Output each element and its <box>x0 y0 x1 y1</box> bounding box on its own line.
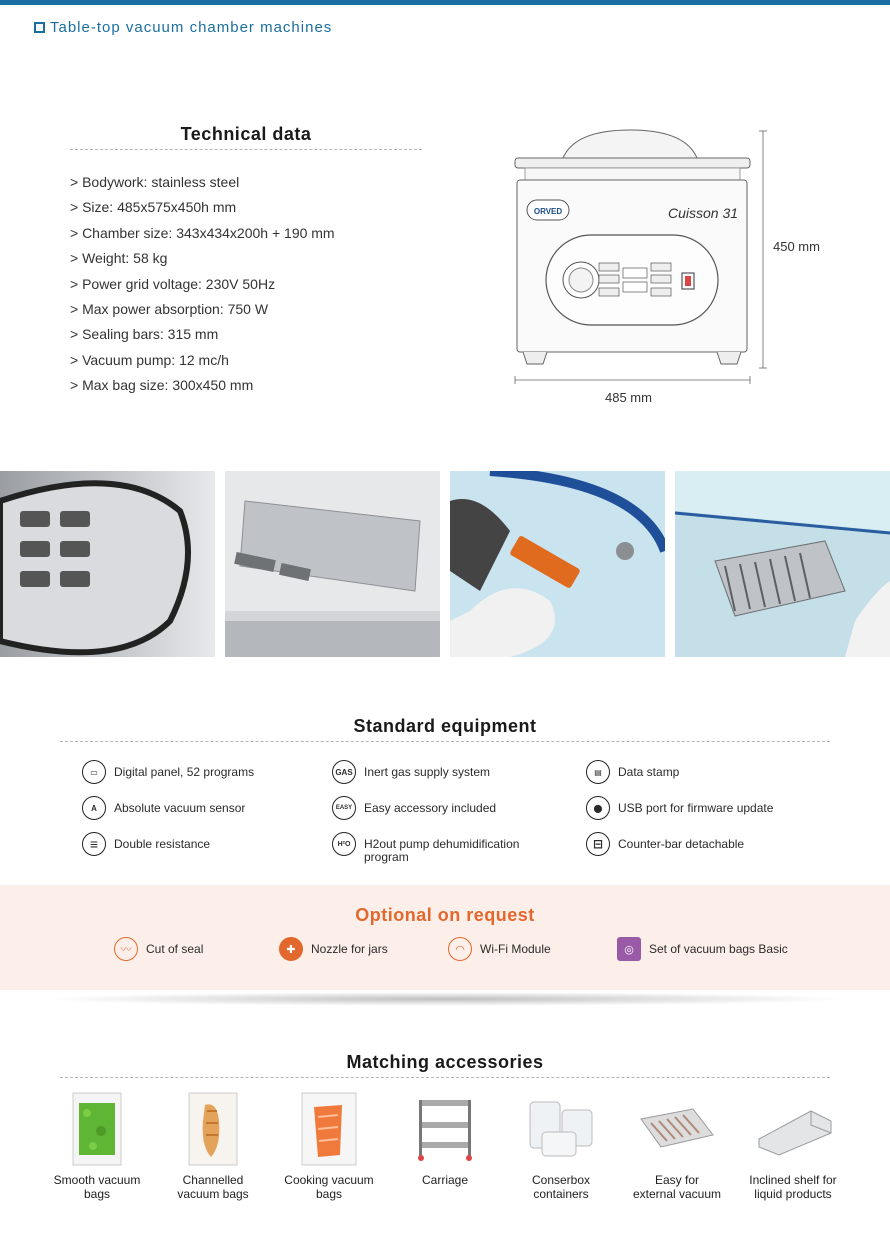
optional-item-label: Wi-Fi Module <box>480 942 551 956</box>
accessory-item <box>400 1090 490 1188</box>
accessory-label: Smooth vacuum bags <box>53 1173 141 1201</box>
square-bullet-icon <box>34 22 45 33</box>
optional-item <box>448 937 551 961</box>
optional-item <box>617 937 788 961</box>
standard-item-label: Inert gas supply system <box>364 765 491 779</box>
conserbox-image <box>516 1090 606 1168</box>
model-name: Cuisson 31 <box>667 205 739 221</box>
optional-item-label: Cut of seal <box>146 942 204 956</box>
dashed-divider <box>60 741 830 742</box>
spec-item: > Chamber size: 343x434x200h + 190 mm <box>70 224 335 241</box>
standard-item <box>82 796 245 820</box>
page-category-title: Table-top vacuum chamber machines <box>50 19 333 36</box>
accessory-item <box>748 1090 838 1201</box>
page-header <box>34 19 332 36</box>
spec-item: > Weight: 58 kg <box>70 250 168 267</box>
width-dimension-label: 485 mm <box>605 390 652 405</box>
standard-item <box>586 796 773 820</box>
machine-drawing <box>505 128 835 413</box>
cut-of-seal-icon: 〰 <box>114 937 138 961</box>
nozzle-icon: ✚ <box>279 937 303 961</box>
standard-item <box>332 796 496 820</box>
counter-bar-icon: ⊟ <box>586 832 610 856</box>
easy-icon: EASY <box>332 796 356 820</box>
dashed-divider <box>60 1077 830 1078</box>
section-shadow <box>40 992 850 1006</box>
accessory-item <box>168 1090 258 1201</box>
spec-item: > Bodywork: stainless steel <box>70 174 240 190</box>
optional-item <box>279 937 388 961</box>
spec-item: > Vacuum pump: 12 mc/h <box>70 351 229 368</box>
h2out-icon: H²O <box>332 832 356 856</box>
photo-strip <box>0 471 890 657</box>
technical-data-title: Technical data <box>180 124 312 144</box>
standard-item <box>82 832 210 856</box>
easy-external-image <box>632 1090 722 1168</box>
optional-item <box>114 937 203 961</box>
gas-icon: GAS <box>332 760 356 784</box>
photo-chamber <box>225 471 440 657</box>
standard-item-label: USB port for firmware update <box>618 801 774 815</box>
wifi-icon: ◠ <box>448 937 472 961</box>
cooking-bag-image <box>284 1090 374 1168</box>
spec-item: > Size: 485x575x450h mm <box>70 199 237 216</box>
standard-item-label: Easy accessory included <box>364 801 497 815</box>
standard-item-label: Digital panel, 52 programs <box>114 765 255 779</box>
height-dimension-label: 450 mm <box>773 239 820 254</box>
photo-control-panel <box>0 471 215 657</box>
standard-item-label: Counter-bar detachable <box>618 837 745 851</box>
optional-item-label: Set of vacuum bags Basic <box>649 942 788 956</box>
vacuum-sensor-icon: A <box>82 796 106 820</box>
vacuum-bags-basic-icon: ◎ <box>617 937 641 961</box>
digital-panel-icon: ▭ <box>82 760 106 784</box>
optional-section <box>0 885 890 990</box>
standard-item-label: H2out pump dehumidification program <box>364 837 520 864</box>
standard-item <box>586 760 679 784</box>
accessory-label: Conserbox containers <box>531 1173 591 1201</box>
standard-item <box>332 760 490 784</box>
standard-item-label: Double resistance <box>114 837 211 851</box>
accessories-row <box>53 1090 837 1230</box>
standard-item <box>586 832 744 856</box>
spec-item: > Power grid voltage: 230V 50Hz <box>70 275 276 292</box>
data-stamp-icon: ▤ <box>586 760 610 784</box>
accessory-item <box>516 1090 606 1201</box>
accessories-title: Matching accessories <box>346 1052 544 1072</box>
brand-badge: ORVED <box>533 207 563 216</box>
accessories-section <box>53 1052 837 1230</box>
channelled-bag-image <box>168 1090 258 1168</box>
photo-sealing-bar <box>675 471 890 657</box>
standard-equipment-section <box>60 716 830 874</box>
accessory-label: Inclined shelf for liquid products <box>749 1173 837 1201</box>
spec-item: > Sealing bars: 315 mm <box>70 326 219 343</box>
carriage-image <box>400 1090 490 1168</box>
standard-item <box>82 760 254 784</box>
standard-item <box>332 832 524 864</box>
spec-list <box>70 170 422 399</box>
smooth-bag-image <box>52 1090 142 1168</box>
accessory-label: Carriage <box>421 1173 469 1187</box>
accessory-label: Cooking vacuum bags <box>284 1173 374 1201</box>
top-accent-bar <box>0 0 890 5</box>
technical-data-section <box>70 124 422 399</box>
spec-item: > Max power absorption: 750 W <box>70 301 269 318</box>
photo-nozzle <box>450 471 665 657</box>
optional-title: Optional on request <box>355 905 535 925</box>
standard-item-label: Data stamp <box>618 765 680 779</box>
accessory-label: Channelled vacuum bags <box>177 1173 249 1201</box>
accessory-item <box>52 1090 142 1201</box>
accessory-label: Easy for external vacuum <box>632 1173 722 1201</box>
accessory-item <box>632 1090 722 1201</box>
spec-item: > Max bag size: 300x450 mm <box>70 377 254 394</box>
standard-item-label: Absolute vacuum sensor <box>114 801 246 815</box>
standard-equipment-title: Standard equipment <box>353 716 537 736</box>
dashed-divider <box>70 149 422 150</box>
accessory-item <box>284 1090 374 1201</box>
optional-item-label: Nozzle for jars <box>311 942 388 956</box>
machine-illustration <box>505 128 835 413</box>
inclined-shelf-image <box>748 1090 838 1168</box>
usb-icon: ⬤ <box>586 796 610 820</box>
standard-equipment-grid <box>60 754 830 874</box>
double-resistance-icon: ≡ <box>82 832 106 856</box>
